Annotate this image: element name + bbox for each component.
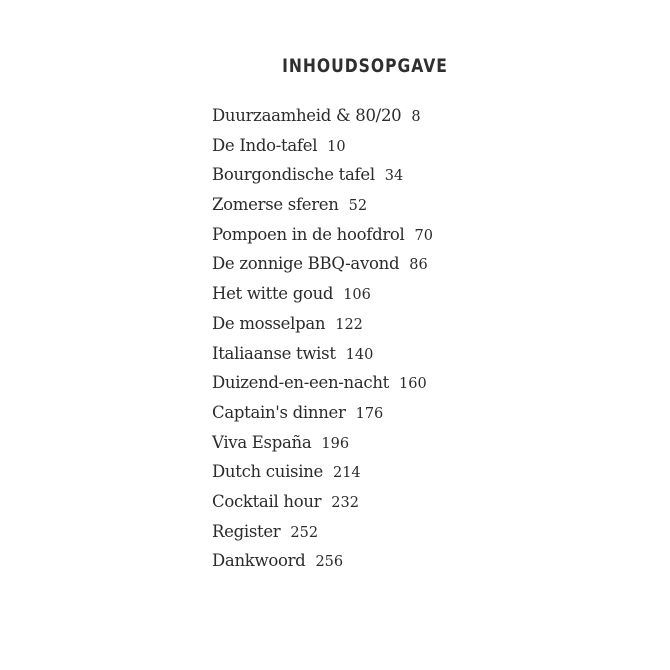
- toc-entry-page: 196: [321, 435, 350, 452]
- toc-entry-title: Duurzaamheid & 80/20: [212, 106, 402, 125]
- toc-entry-page: 256: [315, 554, 344, 571]
- toc-entry: [212, 339, 433, 369]
- toc-entry: [212, 457, 433, 487]
- toc-entry-page: 176: [355, 405, 384, 422]
- table-of-contents: [212, 101, 433, 576]
- toc-entry-title: Pompoen in de hoofdrol: [212, 224, 405, 244]
- toc-entry-title: Bourgondische tafel: [212, 165, 375, 185]
- toc-entry: [212, 368, 433, 398]
- toc-entry-page: 214: [332, 465, 361, 482]
- toc-entry-title: Het witte goud: [212, 284, 334, 304]
- toc-entry-page: 10: [327, 138, 346, 155]
- toc-entry: [212, 546, 433, 576]
- toc-entry-title: De zonnige BBQ-avond: [212, 254, 400, 274]
- toc-entry: [212, 487, 433, 517]
- toc-entry-title: Viva España: [212, 432, 312, 452]
- toc-entry-title: De Indo-tafel: [212, 135, 318, 155]
- toc-entry-page: 52: [348, 198, 368, 215]
- toc-entry: [212, 517, 433, 547]
- toc-entry-title: De mosselpan: [212, 313, 326, 333]
- toc-entry-title: Captain's dinner: [212, 402, 346, 422]
- toc-entry: [212, 190, 433, 220]
- toc-entry: [212, 220, 433, 250]
- toc-entry-page: 122: [335, 316, 363, 333]
- toc-entry: [212, 428, 433, 458]
- toc-entry-page: 34: [384, 168, 404, 185]
- toc-entry-title: Cocktail hour: [212, 491, 322, 511]
- toc-entry-title: Zomerse sferen: [212, 195, 339, 215]
- toc-entry-title: Italiaanse twist: [212, 343, 336, 363]
- toc-entry-title: Duizend-en-een-nacht: [212, 373, 390, 393]
- toc-entry-page: 8: [411, 109, 421, 125]
- toc-entry: [212, 279, 433, 309]
- toc-entry: [212, 101, 433, 131]
- toc-entry-page: 232: [331, 494, 359, 511]
- toc-entry-page: 106: [343, 287, 371, 304]
- toc-entry: [212, 131, 433, 161]
- toc-entry: [212, 249, 433, 279]
- toc-entry-page: 70: [414, 227, 433, 244]
- toc-entry: [212, 309, 433, 339]
- toc-entry-title: Register: [212, 521, 281, 541]
- toc-entry: [212, 398, 433, 428]
- page-title: INHOUDSOPGAVE: [282, 55, 448, 77]
- toc-entry: [212, 160, 433, 190]
- toc-entry-title: Dankwoord: [212, 551, 306, 571]
- toc-entry-page: 140: [345, 346, 374, 363]
- toc-entry-page: 252: [290, 524, 319, 541]
- toc-entry-page: 86: [409, 257, 428, 274]
- toc-entry-title: Dutch cuisine: [212, 462, 323, 482]
- toc-entry-page: 160: [399, 376, 427, 393]
